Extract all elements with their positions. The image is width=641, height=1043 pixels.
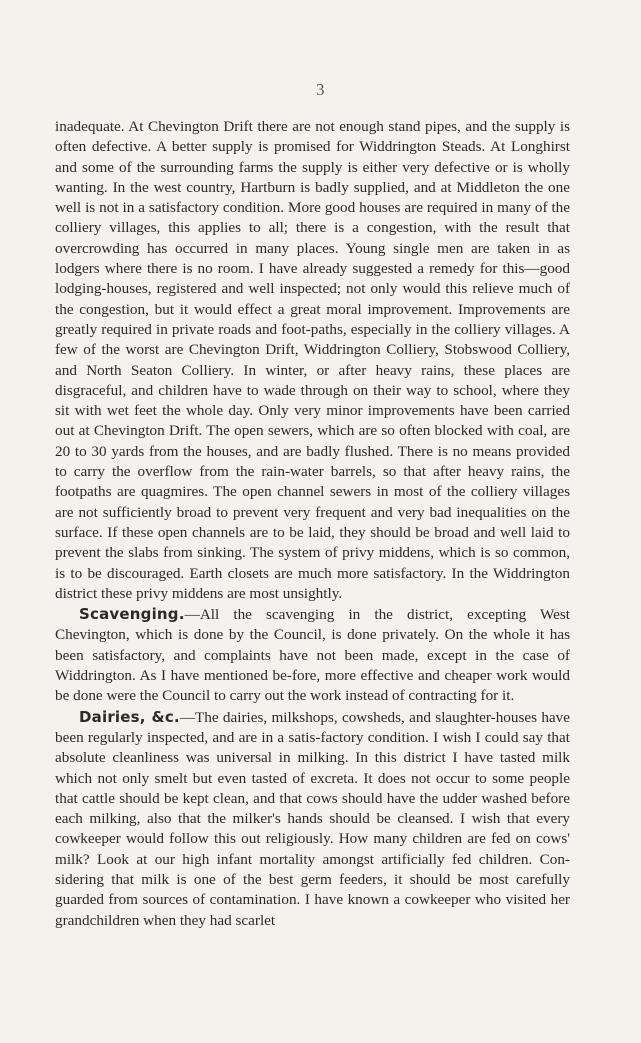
paragraph-water-supply (55, 117, 570, 604)
page-number: 3 (316, 80, 325, 99)
paragraph-text: —All the scavenging in the district, excepting West Chevington, which is done by the Council, is done privately. On the whole it has been satisfactory, and complaints have not been made, except in the case of Widdrington. As I have mentioned be-fore, more effective and cheaper work would be done were the Council to carry out the work instead of contracting for it. (55, 606, 570, 705)
body-text (55, 117, 570, 931)
paragraph-text: —The dairies, milkshops, cowsheds, and slaughter-houses have been regularly inspected, and are in a satis-factory condition. I wish I could say that absolute cleanliness was universal in milking. In this district I have tasted milk which not only smelt but even tasted of excreta. It does not occur to some people that cattle should be kept clean, and that cows should have the udder washed before each milking, also that the milker's hands should be cleansed. I wish that every cowkeeper would follow this out religiously. How many children are fed on cows' milk? Look at our high infant mortality amongst artificially fed children. Con-sidering that milk is one of the best germ feeders, it should be most carefully guarded from sources of contamination. I have known a cowkeeper who visited her grandchildren when they had scarlet (55, 708, 570, 929)
paragraph-scavenging (55, 604, 570, 706)
section-heading-scavenging: Scavenging. (79, 605, 185, 624)
section-heading-dairies: Dairies, &c. (79, 707, 180, 726)
paragraph-text: inadequate. At Chevington Drift there are not enough stand pipes, and the supply is often defective. A better supply is promised for Widdrington Steads. At Longhirst and some of the surrounding farms the supply is either very defective or is wholly wanting. In the west country, Hartburn is badly supplied, and at Middleton the one well is not in a satisfactory condition. More good houses are required in many of the colliery villages, this applies to all; there is a congestion, with the result that overcrowding has occurred in many places. Young single men are taken in as lodgers where there is no room. I have already suggested a remedy for this—good lodging-houses, registered and well inspected; not only would this relieve much of the congestion, but it would effect a great moral improvement. Improvements are greatly required in private roads and foot-paths, especially in the colliery villages. A few of the worst are Chevington Drift, Widdrington Colliery, Stobswood Colliery, and North Seaton Colliery. In winter, or after heavy rains, these places are disgraceful, and children have to wade through on their way to school, where they sit with wet feet the whole day. Only very minor improvements have been carried out at Chevington Drift. The open sewers, which are so often blocked with coal, are 20 to 30 yards from the houses, and are badly flushed. There is no means provided to carry the overflow from the rain-water barrels, so that after heavy rains, the footpaths are quagmires. The open channel sewers in most of the colliery villages are not sufficiently broad to prevent very frequent and very bad inequalities on the surface. If these open channels are to be laid, they should be broad and well laid to prevent the slabs from sinking. The system of privy middens, which is so common, is to be discouraged. Earth closets are much more satisfactory. In the Widdrington district these privy middens are most unsightly. (55, 118, 570, 602)
paragraph-dairies (55, 707, 570, 931)
